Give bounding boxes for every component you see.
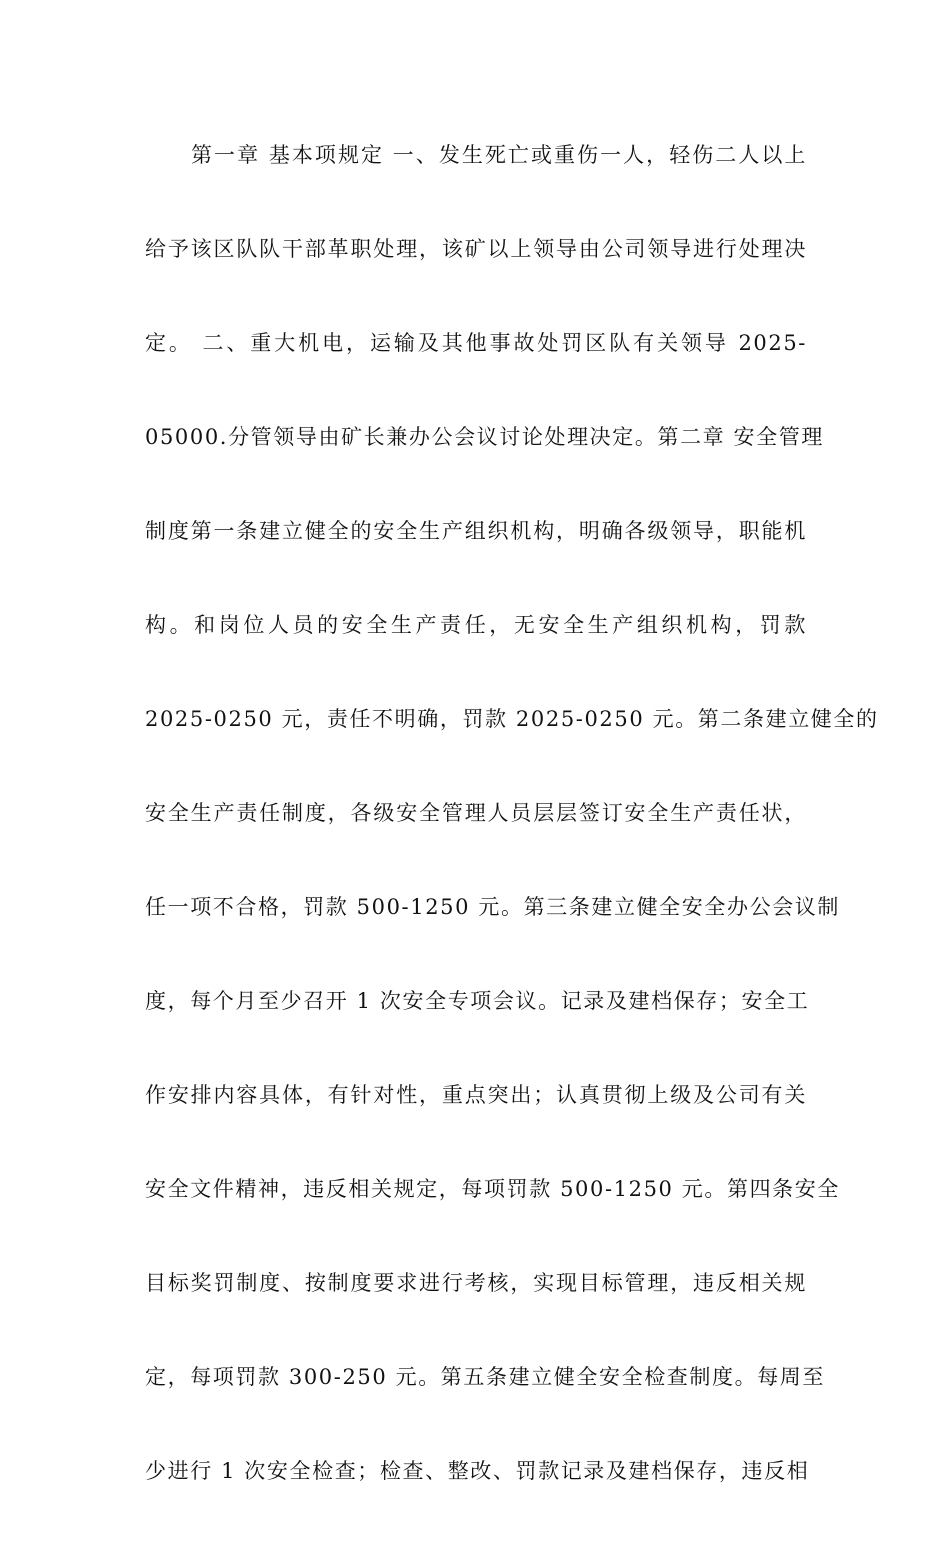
text-line: 第一章 基本项规定 一、发生死亡或重伤一人，轻伤二人以上: [191, 143, 807, 167]
text-line: 给予该区队队干部革职处理，该矿以上领导由公司领导进行处理决: [145, 237, 807, 261]
text-line: 制度第一条建立健全的安全生产组织机构，明确各级领导，职能机: [145, 519, 807, 543]
text-line: 安全文件精神，违反相关规定，每项罚款 500-1250 元。第四条安全: [145, 1177, 840, 1201]
text-line: 05000.分管领导由矿长兼办公会议讨论处理决定。第二章 安全管理: [145, 425, 824, 449]
document-body: [145, 133, 879, 1543]
text-line: 少进行 1 次安全检查；检查、整改、罚款记录及建档保存，违反相: [145, 1459, 810, 1483]
text-line: 构。和岗位人员的安全生产责任，无安全生产组织机构，罚款: [145, 613, 807, 637]
text-line: 度，每个月至少召开 1 次安全专项会议。记录及建档保存；安全工: [145, 989, 810, 1013]
text-line: 安全生产责任制度，各级安全管理人员层层签订安全生产责任状，: [145, 801, 807, 825]
text-line: 作安排内容具体，有针对性，重点突出；认真贯彻上级及公司有关: [145, 1083, 807, 1107]
text-line: 目标奖罚制度、按制度要求进行考核，实现目标管理，违反相关规: [145, 1271, 807, 1295]
text-line: 定。 二、重大机电，运输及其他事故处罚区队有关领导 2025-: [145, 331, 807, 355]
text-line: 2025-0250 元，责任不明确，罚款 2025-0250 元。第二条建立健全的: [145, 707, 879, 731]
text-line: 任一项不合格，罚款 500-1250 元。第三条建立健全安全办公会议制: [145, 895, 840, 919]
text-line: 定，每项罚款 300-250 元。第五条建立健全安全检查制度。每周至: [145, 1365, 826, 1389]
